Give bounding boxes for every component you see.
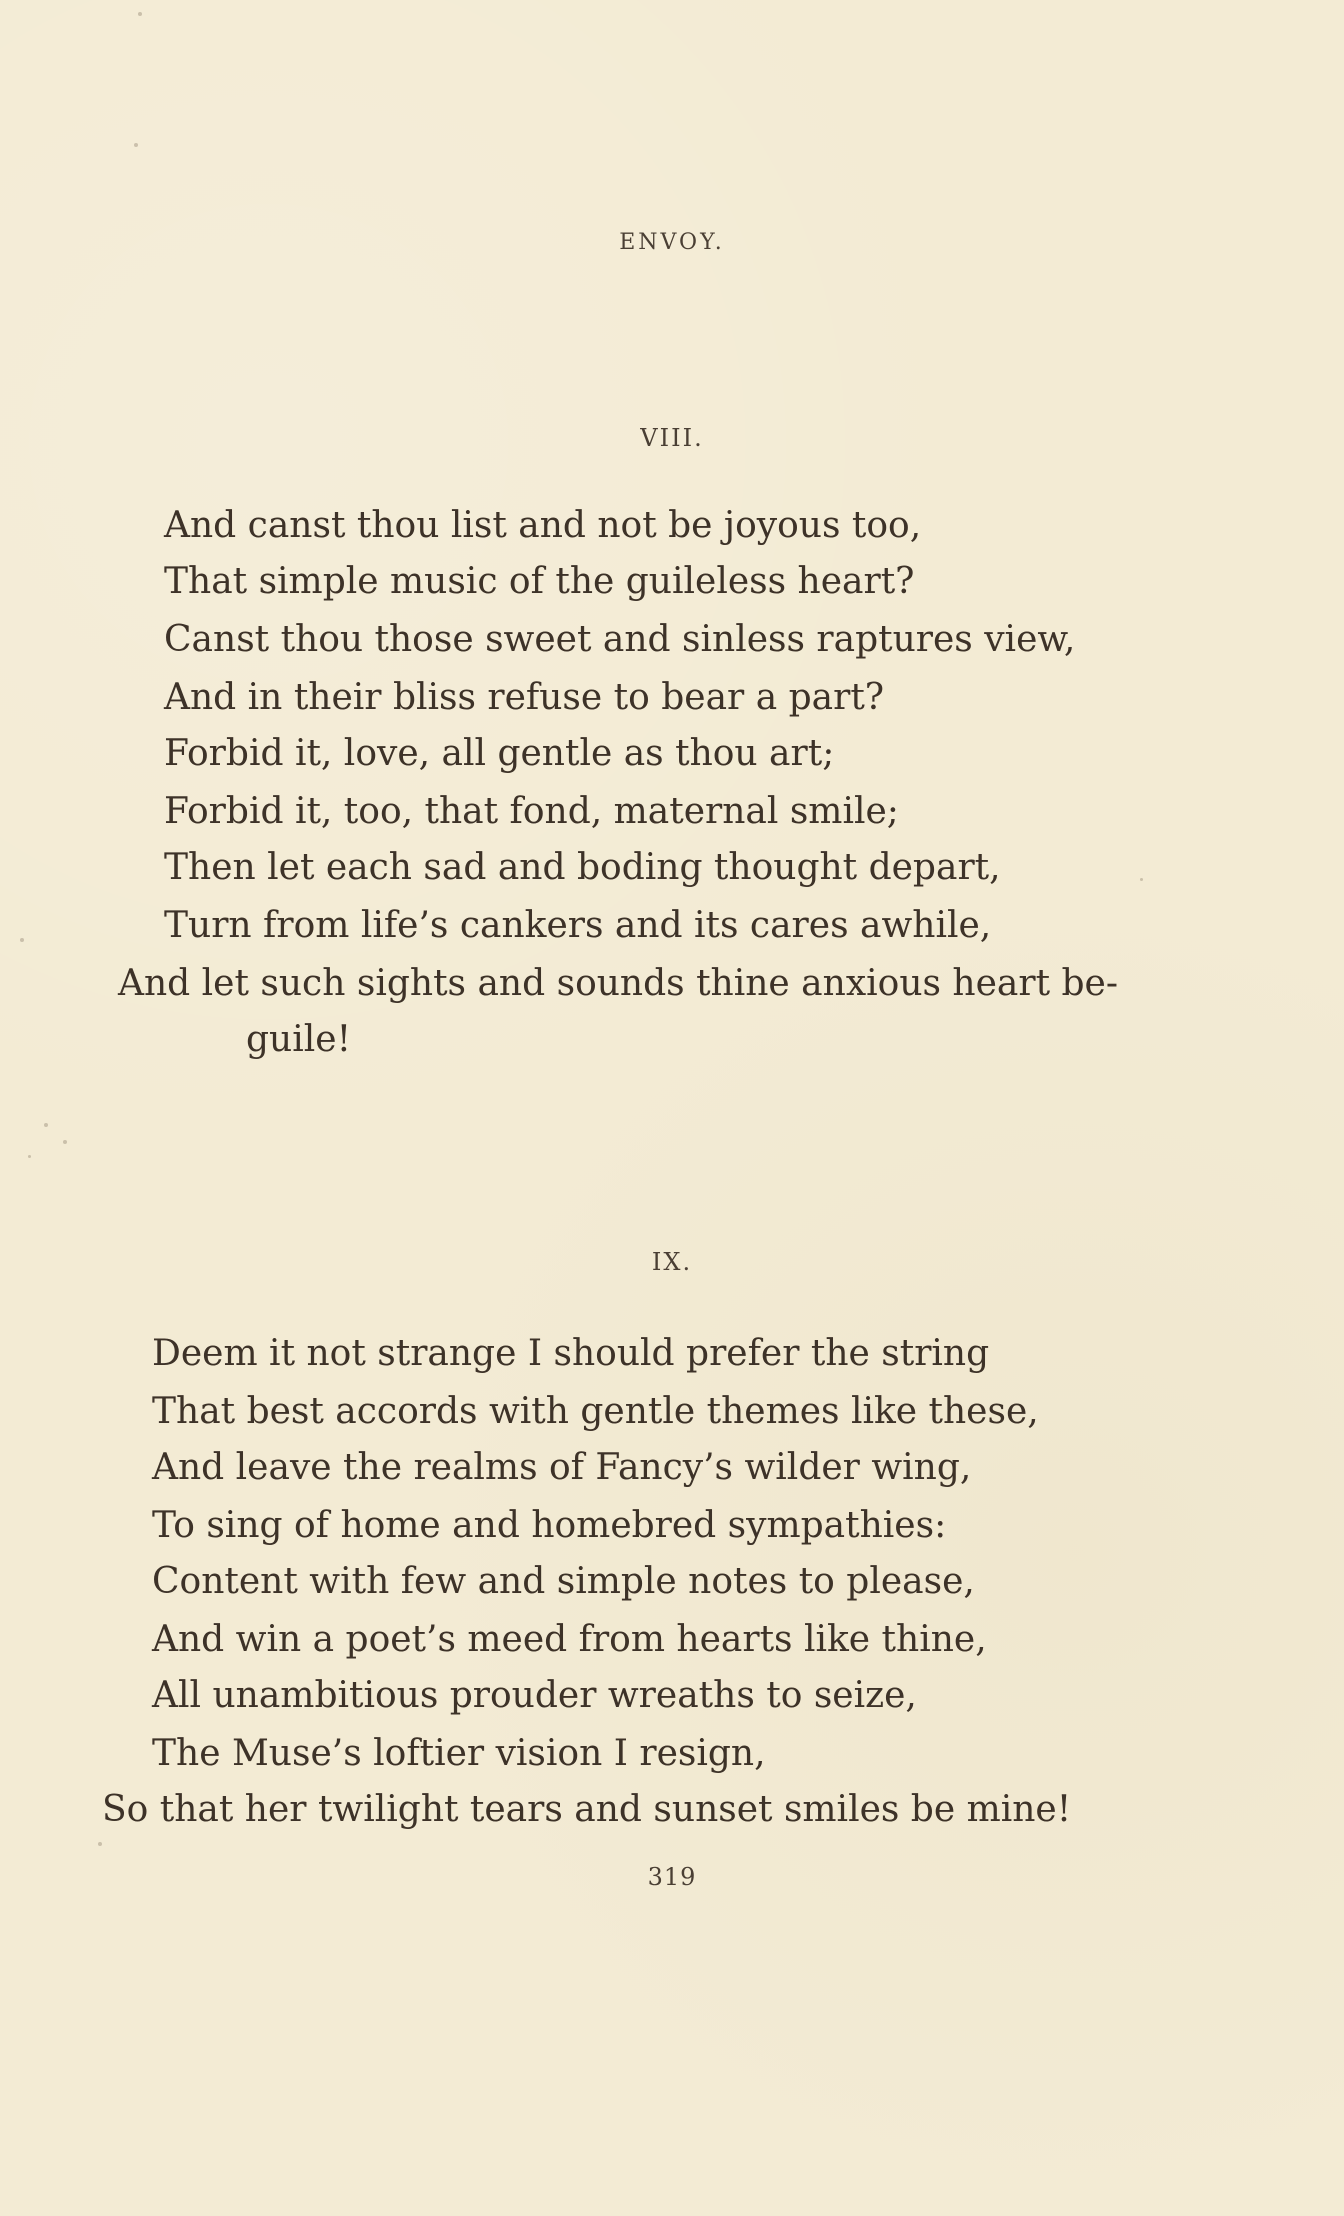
stanza-ix-line-2: That best accords with gentle themes like these, [152, 1391, 1039, 1432]
paper-speck [63, 1140, 67, 1144]
stanza-ix-line-5: Content with few and simple notes to please, [152, 1561, 975, 1602]
stanza-viii-line-1: And canst thou list and not be joyous too, [164, 505, 922, 546]
stanza-viii-line-10: guile! [246, 1019, 352, 1060]
stanza-viii-line-7: Then let each sad and boding thought depart, [164, 847, 1001, 888]
stanza-ix-line-4: To sing of home and homebred sympathies: [152, 1505, 947, 1546]
stanza-ix-line-7: All unambitious prouder wreaths to seize, [152, 1675, 917, 1716]
paper-speck [20, 938, 24, 942]
stanza-viii-line-3: Canst thou those sweet and sinless raptures view, [164, 619, 1076, 660]
stanza-viii-line-4: And in their bliss refuse to bear a part? [164, 677, 885, 718]
paper-speck [134, 143, 138, 147]
stanza-ix-line-1: Deem it not strange I should prefer the string [152, 1333, 990, 1374]
stanza-ix-line-8: The Muse’s loftier vision I resign, [152, 1733, 766, 1774]
stanza-viii-line-8: Turn from life’s cankers and its cares awhile, [164, 905, 992, 946]
paper-speck [28, 1155, 31, 1158]
stanza-viii-line-2: That simple music of the guileless heart? [164, 561, 915, 602]
stanza-number-ix: IX. [651, 1248, 693, 1276]
stanza-ix-line-3: And leave the realms of Fancy’s wilder wing, [152, 1447, 972, 1488]
stanza-ix-line-9: So that her twilight tears and sunset smiles be mine! [102, 1789, 1072, 1830]
running-head: ENVOY. [619, 230, 725, 255]
stanza-number-viii: VIII. [640, 424, 704, 452]
stanza-viii-line-5: Forbid it, love, all gentle as thou art; [164, 733, 835, 774]
paper-speck [44, 1123, 48, 1127]
paper-speck [1140, 878, 1143, 881]
paper-speck [138, 12, 142, 16]
stanza-viii-line-9: And let such sights and sounds thine anxious heart be- [118, 963, 1119, 1004]
stanza-ix-line-6: And win a poet’s meed from hearts like thine, [152, 1619, 987, 1660]
stanza-viii-line-6: Forbid it, too, that fond, maternal smile; [164, 791, 899, 832]
paper-speck [98, 1842, 102, 1846]
page-number: 319 [647, 1863, 697, 1891]
